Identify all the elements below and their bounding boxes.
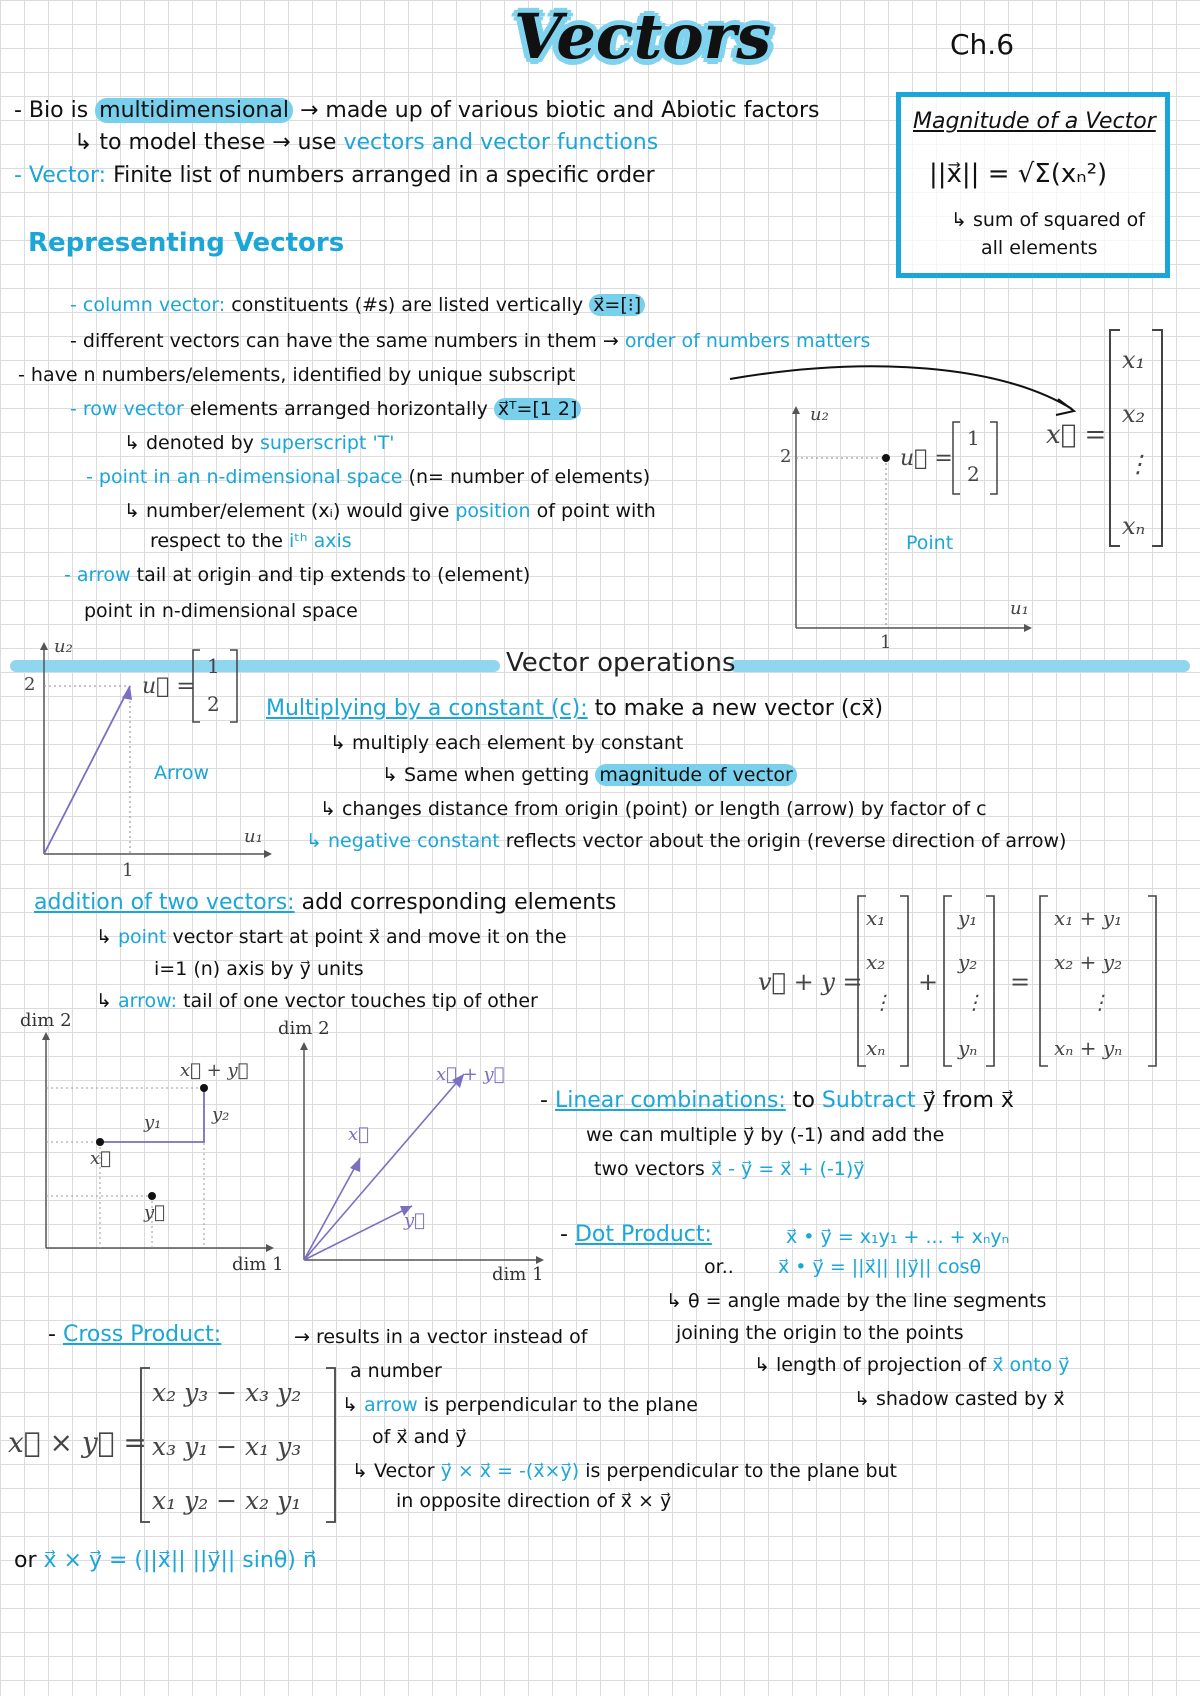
point-y (148, 1192, 156, 1200)
different-vectors-text: - different vectors can have the same numbers in them → (70, 330, 619, 352)
column-vector-example: x⃗=[⁝] (589, 294, 645, 316)
linear-two-vectors: two vectors (594, 1158, 705, 1180)
addition-point-plot-xlabel: dim 1 (232, 1254, 284, 1275)
vector-text: ↳ Vector (352, 1460, 435, 1482)
intro-line-3 (14, 163, 655, 188)
x-axis-arrowhead (1024, 624, 1032, 632)
page-title: Vectors (514, 0, 772, 73)
row-vector-example: x⃗ᵀ=[1 2] (494, 398, 582, 420)
x-arrow (304, 1158, 360, 1260)
vector-term: - Vector: (14, 163, 107, 188)
linear-to: to (792, 1088, 815, 1113)
magnitude-formula: ||x⃗|| = √Σ(xₙ²) (929, 159, 1108, 189)
multiply-heading: Multiplying by a constant (c): (266, 696, 588, 721)
point-plot-ylabel: u₂ (810, 404, 829, 425)
row-vector-term: - row vector (70, 398, 184, 420)
position-text: position (455, 500, 531, 522)
addition-point-plot-ylabel: dim 2 (20, 1010, 72, 1031)
col-vector-entry: x₂ (1122, 400, 1146, 428)
have-n-line: - have n numbers/elements, identified by unique subscript (18, 364, 576, 386)
sum-equals: = (1010, 968, 1031, 996)
sum-x-entry: x₁ (866, 906, 886, 930)
magnitude-highlight: magnitude of vector (595, 764, 796, 786)
dot-note-1: ↳ θ = angle made by the line segments (666, 1290, 1047, 1312)
cross-line-2: a number (350, 1360, 442, 1382)
addition-arrow-desc: tail of one vector touches tip of other (183, 990, 538, 1012)
cross-line-4: of x⃗ and y⃗ (372, 1426, 467, 1448)
cross-heading-line: - Cross Product: (48, 1322, 222, 1347)
point-desc: (n= number of elements) (408, 466, 651, 488)
sum-x-entry: ⋮ (872, 990, 892, 1014)
intro-line-1 (14, 98, 820, 123)
arrow-plot-xtick: 1 (122, 860, 134, 881)
magnitude-box (896, 92, 1170, 278)
x-axis-arrowhead (266, 1244, 274, 1252)
addition-heading-line (34, 890, 616, 915)
point-term: point (117, 926, 167, 948)
arrow-plot-vec-entry: 2 (207, 692, 220, 716)
arrow-plot-vec-entry: 1 (207, 654, 220, 678)
magnitude-note-1: ↳ sum of squared of (951, 209, 1145, 231)
sum-y-entry: ⋮ (964, 990, 984, 1014)
multiply-heading-desc: to make a new vector (cx⃗) (594, 696, 884, 721)
dot-note-2: joining the origin to the points (676, 1322, 964, 1344)
point-term: - point in an n-dimensional space (86, 466, 403, 488)
addition-heading-desc: add corresponding elements (301, 890, 617, 915)
label-y2: y₂ (212, 1104, 230, 1125)
label-y: y⃗ (144, 1202, 165, 1223)
arrow-term: arrow: (117, 990, 178, 1012)
reflect-text: reflects vector about the origin (reverse direction of arrow) (505, 830, 1067, 852)
point-plot-vec-entry: 2 (967, 462, 980, 486)
intro-line-2 (74, 130, 658, 155)
arrow-plot-xlabel: u₁ (244, 826, 263, 847)
col-vector-lhs: x⃗ = (1046, 420, 1107, 450)
col-vector-entry: ⋮ (1126, 450, 1150, 478)
subtract-text: Subtract (821, 1088, 916, 1113)
axis-text: iᵗʰ axis (289, 530, 352, 552)
cross-line-3 (342, 1394, 698, 1416)
addition-line-2: i=1 (n) axis by y⃗ units (154, 958, 364, 980)
bullet: ↳ (342, 1394, 358, 1416)
x-axis-arrowhead (264, 850, 272, 858)
chapter-label: Ch.6 (950, 28, 1015, 61)
multiply-line-3: ↳ changes distance from origin (point) or length (arrow) by factor of c (320, 798, 987, 820)
label-y1: y₁ (144, 1112, 162, 1133)
point-plot-caption: Point (906, 532, 954, 554)
cross-row: x₁ y₂ − x₂ y₁ (152, 1486, 302, 1515)
superscript-text: superscript 'T' (259, 432, 395, 454)
addition-arrow-plot (290, 1040, 550, 1270)
perpendicular-text: is perpendicular to the plane (423, 1394, 698, 1416)
x-arrowhead (350, 1158, 360, 1172)
projection-blue: x⃗ onto y⃗ (992, 1354, 1070, 1376)
projection-text: ↳ length of projection of (754, 1354, 987, 1376)
arrow-label-sum: x⃗ + y⃗ (436, 1064, 505, 1085)
bullet: ↳ (96, 926, 112, 948)
section-heading-operations: Vector operations (506, 648, 736, 678)
arrow-line (64, 564, 530, 586)
row-note-text: ↳ denoted by (124, 432, 254, 454)
order-matters-text: order of numbers matters (624, 330, 871, 352)
cross-row: x₃ y₁ − x₁ y₃ (152, 1432, 302, 1461)
dot-heading-line: - Dot Product: (560, 1222, 712, 1247)
label-sum: x⃗ + y⃗ (180, 1060, 249, 1081)
sum-arrow (304, 1074, 464, 1260)
vector-definition: Finite list of numbers arranged in a specific order (113, 163, 655, 188)
cross-lhs: x⃗ × y⃗ = (8, 1426, 147, 1459)
cross-line-6: in opposite direction of x⃗ × y⃗ (396, 1490, 672, 1512)
row-vector-desc: elements arranged horizontally (189, 398, 488, 420)
anticommute-formula: y⃗ × x⃗ = -(x⃗×y⃗) (440, 1460, 580, 1482)
or-text: or (14, 1548, 37, 1573)
arrow-term: - arrow (64, 564, 131, 586)
arrow-desc: tail at origin and tip extends to (element) (136, 564, 531, 586)
point-note-text-2: of point with (536, 500, 656, 522)
multiply-heading-line (266, 696, 883, 721)
dot-formula-1: x⃗ • y⃗ = x₁y₁ + ... + xₙyₙ (786, 1226, 1010, 1248)
different-vectors-line (70, 330, 870, 352)
addition-line-3 (96, 990, 538, 1012)
addition-heading: addition of two vectors: (34, 890, 295, 915)
point-sum (200, 1084, 208, 1092)
column-vector-term: - column vector: (70, 294, 226, 316)
respect-text: respect to the (150, 530, 283, 552)
multiply-same-text: ↳ Same when getting (382, 764, 590, 786)
vector-arrow (44, 686, 130, 854)
dot-formula-2: x⃗ • y⃗ = ||x⃗|| ||y⃗|| cosθ (778, 1256, 982, 1278)
linear-from: y⃗ from x⃗ (922, 1088, 1014, 1113)
point-note-line-2 (150, 530, 352, 552)
sum-result-entry: ⋮ (1090, 990, 1110, 1014)
multiply-line-2 (382, 764, 797, 786)
multiply-line-1: ↳ multiply each element by constant (330, 732, 684, 754)
y-arrow (304, 1206, 412, 1260)
sum-x-entry: xₙ (866, 1036, 886, 1060)
linear-heading-line: - Linear combinations: to Subtract y⃗ from x⃗ (540, 1088, 1014, 1113)
arrow-label-y: y⃗ (404, 1210, 425, 1231)
intro-text: → made up of various biotic and Abiotic factors (299, 98, 820, 123)
intro-text: - Bio is (14, 98, 89, 123)
point-note-line (124, 500, 656, 522)
arrow-line-2: point in n-dimensional space (84, 600, 358, 622)
addition-point-desc: vector start at point x⃗ and move it on the (172, 926, 567, 948)
sum-x-entry: x₂ (866, 950, 886, 974)
divider-band-right (730, 660, 1190, 672)
sum-result-entry: xₙ + yₙ (1054, 1036, 1123, 1060)
x-axis-arrowhead (536, 1256, 544, 1264)
point-marker (882, 454, 890, 462)
arrow-plot-ylabel: u₂ (54, 636, 73, 657)
section-heading-representing: Representing Vectors (28, 228, 345, 258)
cross-alt-formula: x⃗ × y⃗ = (||x⃗|| ||y⃗|| sinθ) n⃗ (43, 1548, 317, 1573)
magnitude-note-2: all elements (981, 237, 1098, 259)
point-line (86, 466, 650, 488)
linear-line-1: we can multiple y⃗ by (-1) and add the (586, 1124, 945, 1146)
addition-arrow-plot-xlabel: dim 1 (492, 1264, 544, 1285)
dot-heading: Dot Product: (574, 1222, 712, 1247)
y-axis-arrowhead (792, 406, 800, 414)
linear-line-2 (594, 1158, 865, 1180)
cross-line-5 (352, 1460, 897, 1482)
intro-text: ↳ to model these → use (74, 130, 337, 155)
arrow-term: arrow (363, 1394, 418, 1416)
sum-y-entry: yₙ (958, 1036, 978, 1060)
point-x (96, 1138, 104, 1146)
cross-alt-line (14, 1548, 317, 1573)
point-plot-xtick: 1 (880, 632, 892, 653)
cross-heading: Cross Product: (62, 1322, 222, 1347)
arrow-plot-ytick: 2 (24, 674, 36, 695)
cross-row: x₂ y₃ − x₃ y₂ (152, 1378, 302, 1407)
arrow-label-x: x⃗ (348, 1124, 369, 1145)
addition-line-1 (96, 926, 567, 948)
vector-arrowhead (122, 686, 132, 700)
row-note-line (124, 432, 395, 454)
sum-lhs: v⃗ + y = (758, 968, 863, 996)
point-plot-vec-entry: 1 (967, 426, 980, 450)
row-vector-line (70, 398, 581, 420)
linear-formula: x⃗ - y⃗ = x⃗ + (-1)y⃗ (710, 1158, 865, 1180)
negative-constant-text: ↳ negative constant (306, 830, 500, 852)
y-axis-arrowhead (40, 642, 48, 650)
point-note-text: ↳ number/element (xᵢ) would give (124, 500, 450, 522)
highlight-text: multidimensional (95, 98, 293, 123)
point-plot-xlabel: u₁ (1010, 598, 1029, 619)
column-vector-line (70, 294, 645, 316)
sum-plus: + (918, 968, 939, 996)
col-vector-entry: xₙ (1122, 512, 1146, 540)
sum-result-entry: x₁ + y₁ (1054, 906, 1123, 930)
addition-arrow-plot-ylabel: dim 2 (278, 1018, 330, 1039)
sum-y-entry: y₁ (958, 906, 978, 930)
cross-line-1: → results in a vector instead of (294, 1326, 588, 1348)
point-plot-vec-label: u⃗ = (900, 446, 953, 471)
arrow-plot-caption: Arrow (154, 762, 210, 784)
magnitude-heading: Magnitude of a Vector (913, 109, 1156, 134)
y-axis-arrowhead (42, 1032, 50, 1040)
multiply-line-4 (306, 830, 1066, 852)
perpendicular-but-text: is perpendicular to the plane but (585, 1460, 897, 1482)
col-vector-entry: x₁ (1122, 346, 1146, 374)
label-x: x⃗ (90, 1148, 111, 1169)
intro-blue-text: vectors and vector functions (343, 130, 659, 155)
arrow-plot-vec-label: u⃗ = (142, 674, 195, 699)
dot-note-4: ↳ shadow casted by x⃗ (854, 1388, 1065, 1410)
y-axis-arrowhead (300, 1042, 308, 1050)
point-plot-ytick: 2 (780, 446, 792, 467)
bullet: ↳ (96, 990, 112, 1012)
dot-note-3 (754, 1354, 1070, 1376)
dot-or: or.. (704, 1256, 734, 1278)
sum-y-entry: y₂ (958, 950, 978, 974)
sum-result-entry: x₂ + y₂ (1054, 950, 1123, 974)
linear-heading: Linear combinations: (554, 1088, 786, 1113)
column-vector-desc: constituents (#s) are listed vertically (231, 294, 584, 316)
